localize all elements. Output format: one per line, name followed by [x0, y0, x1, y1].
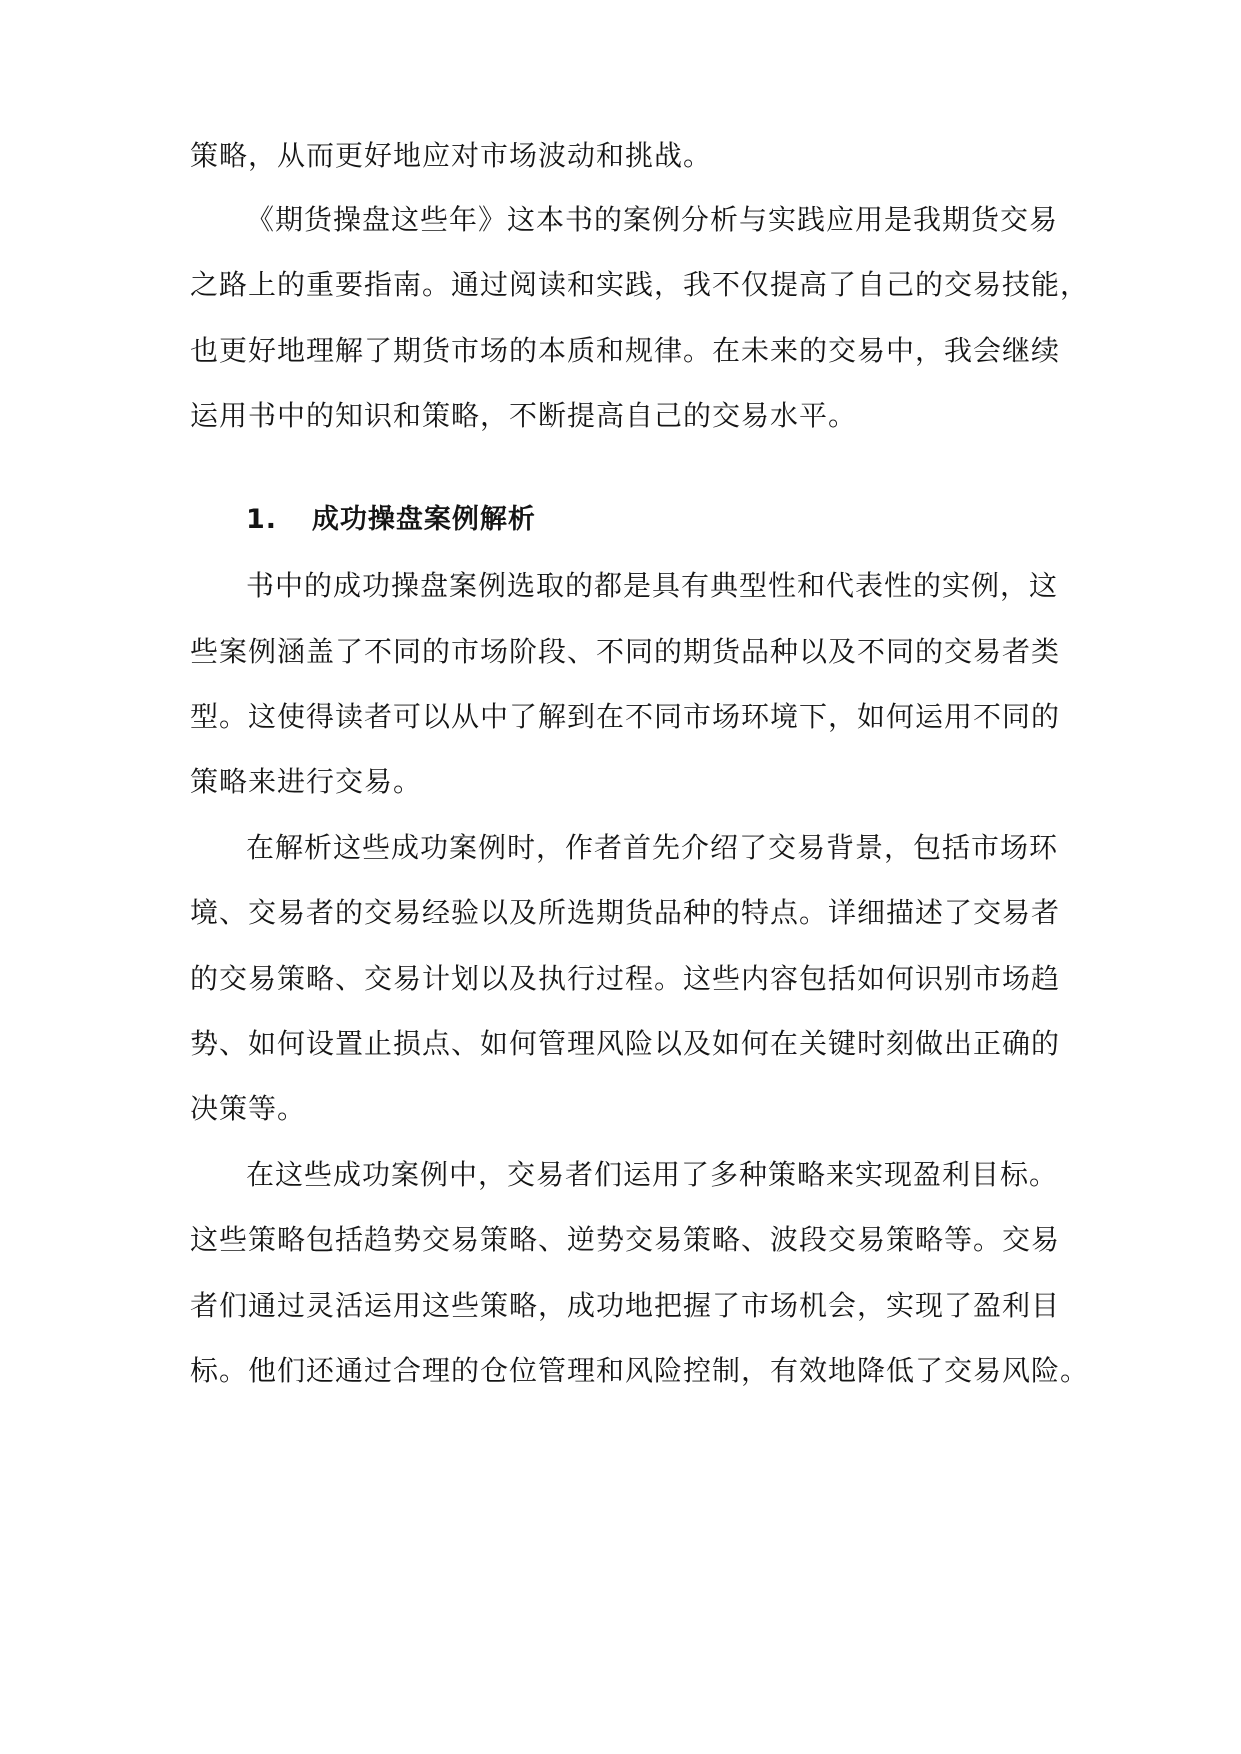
paragraph-3-line: 在解析这些成功案例时，作者首先介绍了交易背景，包括市场环	[246, 831, 1059, 864]
paragraph-1-line: 之路上的重要指南。通过阅读和实践，我不仅提高了自己的交易技能，	[190, 268, 1090, 301]
paragraph-1-line: 《期货操盘这些年》这本书的案例分析与实践应用是我期货交易	[246, 203, 1059, 236]
section-heading	[246, 500, 536, 540]
paragraph-3-line: 决策等。	[190, 1092, 307, 1125]
paragraph-2-line: 型。这使得读者可以从中了解到在不同市场环境下，如何运用不同的	[190, 700, 1061, 733]
paragraph-4-line: 标。他们还通过合理的仓位管理和风险控制，有效地降低了交易风险。	[190, 1354, 1090, 1387]
paragraph-4-line: 者们通过灵活运用这些策略，成功地把握了市场机会，实现了盈利目	[190, 1289, 1061, 1322]
paragraph-1-line: 运用书中的知识和策略，不断提高自己的交易水平。	[190, 399, 858, 432]
section-title: 成功操盘案例解析	[311, 504, 536, 535]
paragraph-4-line: 这些策略包括趋势交易策略、逆势交易策略、波段交易策略等。交易	[190, 1223, 1061, 1256]
paragraph-4-line: 在这些成功案例中，交易者们运用了多种策略来实现盈利目标。	[246, 1158, 1059, 1191]
paragraph-3-line: 势、如何设置止损点、如何管理风险以及如何在关键时刻做出正确的	[190, 1027, 1061, 1060]
section-number: 1.	[246, 504, 278, 535]
intro-line: 策略，从而更好地应对市场波动和挑战。	[190, 139, 713, 172]
paragraph-2-line: 策略来进行交易。	[190, 765, 423, 798]
paragraph-2-line: 书中的成功操盘案例选取的都是具有典型性和代表性的实例，这	[246, 569, 1059, 602]
paragraph-2-line: 些案例涵盖了不同的市场阶段、不同的期货品种以及不同的交易者类	[190, 635, 1061, 668]
paragraph-3-line: 的交易策略、交易计划以及执行过程。这些内容包括如何识别市场趋	[190, 962, 1061, 995]
paragraph-1-line: 也更好地理解了期货市场的本质和规律。在未来的交易中，我会继续	[190, 334, 1061, 367]
paragraph-3-line: 境、交易者的交易经验以及所选期货品种的特点。详细描述了交易者	[190, 896, 1061, 929]
